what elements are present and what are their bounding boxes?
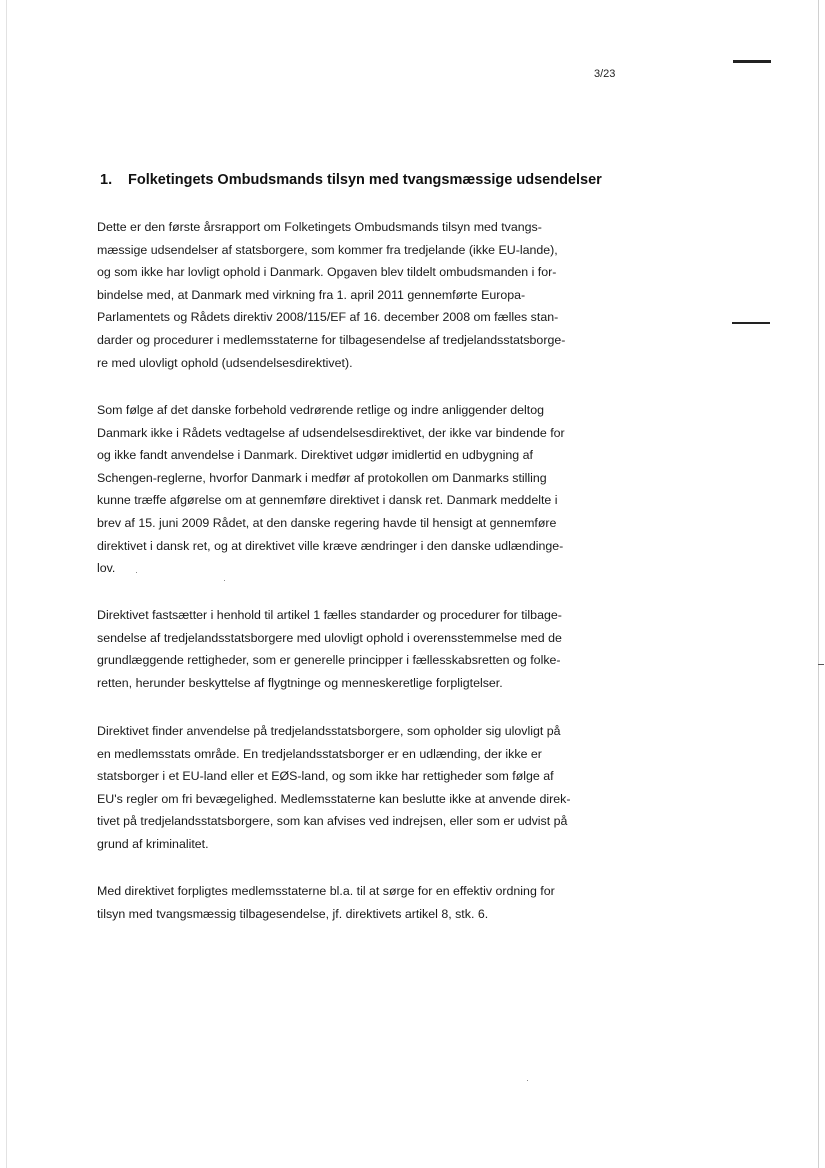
paragraph-line: Schengen-reglerne, hvorfor Danmark i medfør af protokollen om Danmarks stilling bbox=[97, 470, 547, 485]
paragraph-line: darder og procedurer i medlemsstaterne for tilbagesendelse af tredjelandsstatsborge- bbox=[97, 332, 566, 347]
paragraph-line: og ikke fandt anvendelse i Danmark. Direktivet udgør imidlertid en udbygning af bbox=[97, 448, 533, 463]
paragraph-line: kunne træffe afgørelse om at gennemføre direktivet i dansk ret. Danmark meddelte i bbox=[97, 493, 558, 508]
scan-speck bbox=[224, 580, 225, 581]
section-heading bbox=[100, 172, 602, 188]
paragraph-line: Med direktivet forpligtes medlemsstaterne bl.a. til at sørge for en effektiv ordning for bbox=[97, 884, 555, 898]
paragraph-line: brev af 15. juni 2009 Rådet, at den danske regering havde til hensigt at gennemføre bbox=[97, 515, 557, 530]
paragraph-3 bbox=[97, 604, 607, 694]
scan-edge-left bbox=[6, 0, 7, 1168]
section-number: 1. bbox=[100, 172, 113, 188]
paragraph-4 bbox=[97, 720, 607, 856]
paragraph-line: statsborger i et EU-land eller et EØS-land, og som ikke har rettigheder som følge af bbox=[97, 769, 554, 784]
paragraph-line: Dette er den første årsrapport om Folketingets Ombudsmands tilsyn med tvangs- bbox=[97, 220, 542, 234]
scan-speck bbox=[527, 1080, 528, 1081]
paragraph-line: grundlæggende rettigheder, som er generelle principper i fællesskabsretten og folke- bbox=[97, 653, 561, 668]
paragraph-line: retten, herunder beskyttelse af flygtninge og menneskeretlige forpligtelser. bbox=[97, 675, 503, 690]
paragraph-line: tilsyn med tvangsmæssig tilbagesendelse, jf. direktivets artikel 8, stk. 6. bbox=[97, 906, 489, 921]
paragraph-line: sendelse af tredjelandsstatsborgere med ulovligt ophold i overensstemmelse med de bbox=[97, 630, 562, 645]
paragraph-2 bbox=[97, 399, 607, 580]
paragraph-line: Parlamentets og Rådets direktiv 2008/115/EF af 16. december 2008 om fælles stan- bbox=[97, 310, 559, 325]
paragraph-line: og som ikke har lovligt ophold i Danmark. Opgaven blev tildelt ombudsmanden i for- bbox=[97, 265, 557, 280]
paragraph-line: Direktivet fastsætter i henhold til artikel 1 fælles standarder og procedurer for tilbage- bbox=[97, 608, 562, 622]
paragraph-line: mæssige udsendelser af statsborgere, som kommer fra tredjelande (ikke EU-lande), bbox=[97, 242, 558, 257]
paragraph-line: en medlemsstats område. En tredjelandsstatsborger er en udlænding, der ikke er bbox=[97, 746, 542, 761]
scan-edge-right bbox=[818, 0, 819, 1168]
paragraph-line: bindelse med, at Danmark med virkning fra 1. april 2011 gennemførte Europa- bbox=[97, 287, 526, 302]
paragraph-line: direktivet i dansk ret, og at direktivet ville kræve ændringer i den danske udlændinge- bbox=[97, 538, 564, 553]
paragraph-line: Direktivet finder anvendelse på tredjelandsstatsborgere, som opholder sig ulovligt på bbox=[97, 724, 561, 738]
paragraph-line: Danmark ikke i Rådets vedtagelse af udsendelsesdirektivet, der ikke var bindende for bbox=[97, 425, 565, 440]
paragraph-line: Som følge af det danske forbehold vedrørende retlige og indre anliggender deltog bbox=[97, 403, 545, 417]
margin-mark-right bbox=[818, 664, 824, 665]
margin-mark-middle bbox=[732, 322, 770, 324]
paragraph-line: grund af kriminalitet. bbox=[97, 836, 209, 851]
paragraph-line: lov. bbox=[97, 561, 116, 576]
margin-mark-top bbox=[733, 60, 771, 63]
paragraph-5 bbox=[97, 880, 607, 925]
paragraph-line: EU's regler om fri bevægelighed. Medlemsstaterne kan beslutte ikke at anvende direk- bbox=[97, 791, 571, 806]
paragraph-line: re med ulovligt ophold (udsendelsesdirektivet). bbox=[97, 355, 353, 370]
section-title: Folketingets Ombudsmands tilsyn med tvangsmæssige udsendelser bbox=[128, 172, 602, 188]
paragraph-1 bbox=[97, 216, 607, 374]
paragraph-line: tivet på tredjelandsstatsborgere, som kan afvises ved indrejsen, eller som er udvist på bbox=[97, 814, 568, 829]
scan-speck bbox=[136, 572, 137, 573]
page-number: 3/23 bbox=[594, 68, 616, 80]
